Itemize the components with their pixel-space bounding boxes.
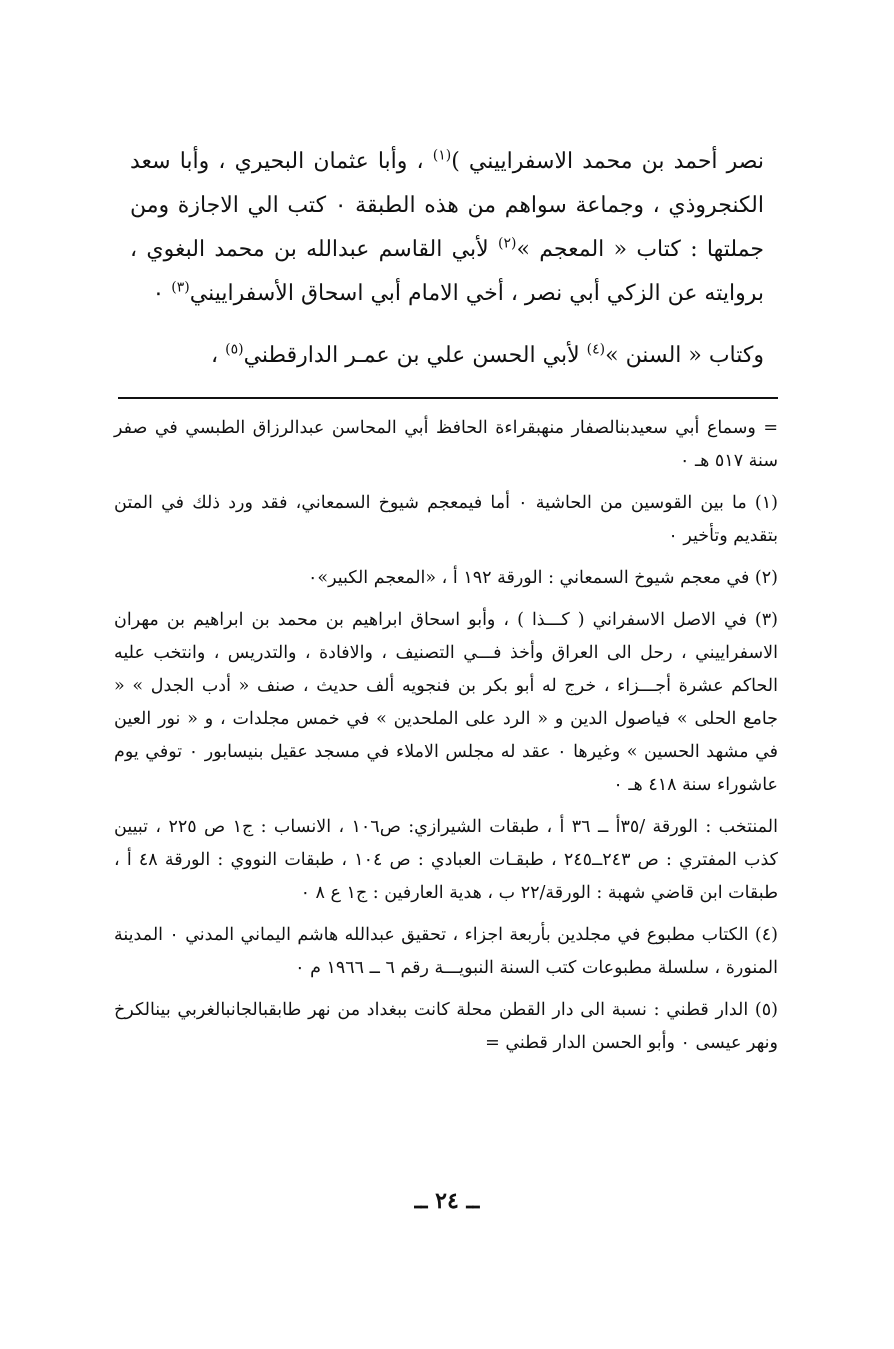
footnote-divider <box>118 397 778 399</box>
footnote-5: (٥) الدار قطني : نسبة الى دار القطن محلة كانت ببغداد من نهر طابقبالجانبالغربي بينالكرخ ونهر عيسى ٠ وأبو الحسن الدار قطني = <box>114 1000 778 1053</box>
footnote-ref-5: (٥) <box>225 341 244 358</box>
page-number: ــ ٢٤ ــ <box>414 1188 480 1214</box>
footnote-continuation: = وسماع أبي سعيدبنالصفار منهبقراءة الحافظ أبي المحاسن عبدالرزاق الطبسي في صفر سنة ٥١٧ هـ ٠ <box>114 418 778 471</box>
main-paragraph-2: وكتاب « السنن »$^{(٤)}$ لأبي الحسن علي بن عمـر الدارقطني$^{(٥)}$ ، <box>211 341 764 368</box>
footnote-3: (٣) في الاصل الاسفراني ( كـــذا ) ، وأبو اسحاق ابراهيم بن محمد بن ابراهيم بن مهران الاسفراييني ، رحل الى العراق وأخذ فـــي التصنيف ، والافادة ، والتدريس ، وانتخب عليه الحاكم عشرة أجـــزاء ، خرج له أبو بكر بن فنجويه ألف حديث ، صنف « أدب الجدل » « جامع الحلى » فياصول الدين و « الرد على الملحدين » في خمس مجلدات ، و « نور العين في مشهد الحسين » وغيرها ٠ عقد له مجلس الاملاء في مسجد عقيل بنيسابور ٠ توفي يوم عاشوراء سنة ٤١٨ هـ ٠ <box>114 610 779 795</box>
footnotes <box>114 412 778 1069</box>
footnote-ref-1: (١) <box>432 147 452 164</box>
footnote-ref-3: (٣) <box>171 279 190 296</box>
footnote-3-sources: المنتخب : الورقة /٣٥أ ــ ٣٦ أ ، طبقات الشيرازي: ص١٠٦ ، الانساب : ج١ ص ٢٢٥ ، تبيين كذب المفتري : ص ٢٤٣ــ٢٤٥ ، طبقـات العبادي : ص ١٠٤ ، طبقات النووي : الورقة ٤٨ أ ، طبقات ابن قاضي شهبة : الورقة/٢٢ ب ، هدية العارفين : ج١ ع ٨ ٠ <box>114 817 778 903</box>
footnote-ref-2: (٢) <box>498 235 517 252</box>
footnote-2: (٢) في معجم شيوخ السمعاني : الورقة ١٩٢ أ ، «المعجم الكبير»٠ <box>307 568 778 588</box>
footnote-4: (٤) الكتاب مطبوع في مجلدين بأربعة اجزاء ، تحقيق عبدالله هاشم اليماني المدني ٠ المدينة المنورة ، سلسلة مطبوعات كتب السنة النبويـــة رقم ٦ ــ ١٩٦٦ م ٠ <box>114 925 778 978</box>
main-paragraph-1: نصر أحمد بن محمد الاسفراييني )$^{(١)}$ ، وأبا عثمان البحيري ، وأبا سعد الكنجروذي ، وجماعة سواهم من هذه الطبقة ٠ كتب الي الاجازة ومن جملتها : كتاب « المعجم »$^{(٢)}$ لأبي القاسم عبدالله بن محمد البغوي ، بروايته عن الزكي أبي نصر ، أخي الامام أبي اسحاق الأسفراييني$^{(٣)}$ ٠ <box>130 147 765 306</box>
footnote-ref-4: (٤) <box>586 341 606 358</box>
main-text <box>130 140 764 378</box>
footnote-1: (١) ما بين القوسين من الحاشية ٠ أما فيمعجم شيوخ السمعاني، فقد ورد ذلك في المتن بتقديم وتأخير ٠ <box>114 493 778 546</box>
